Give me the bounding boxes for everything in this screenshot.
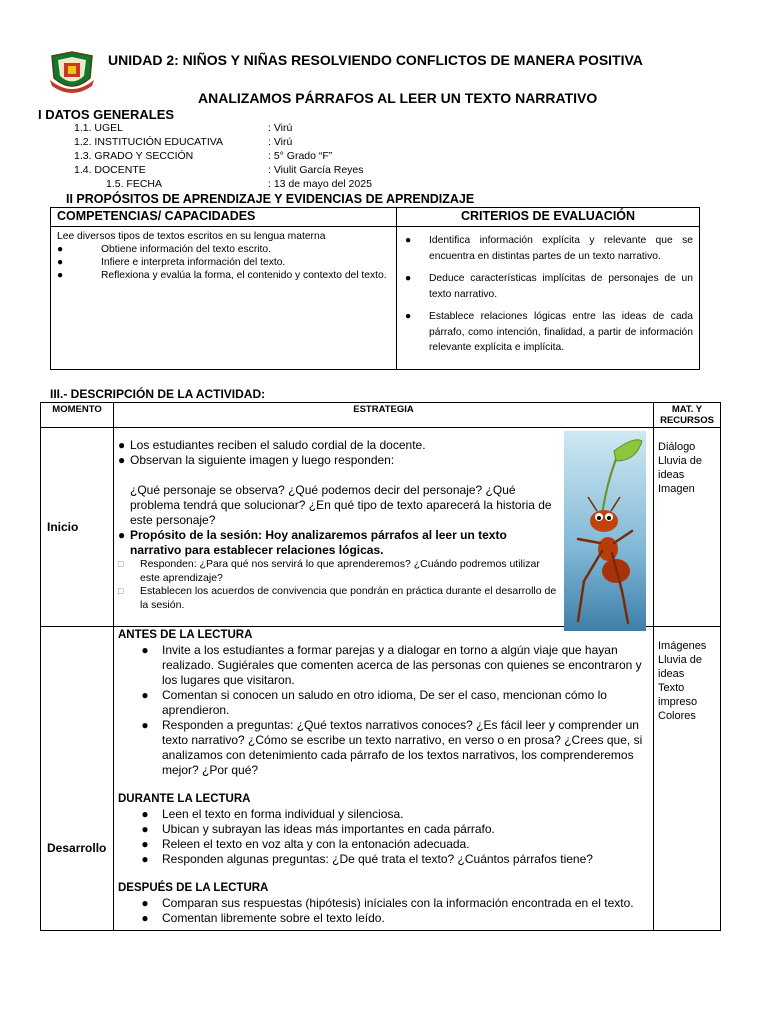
momento-inicio: Inicio: [41, 428, 114, 627]
dato-value: : Virú: [268, 122, 293, 134]
estrategia-header: ESTRATEGIA: [114, 403, 654, 428]
dato-label: 1.5. FECHA: [106, 178, 163, 190]
dato-label: 1.4. DOCENTE: [74, 164, 146, 176]
unit-title: UNIDAD 2: NIÑOS Y NIÑAS RESOLVIENDO CONFLICTOS DE MANERA POSITIVA: [108, 52, 643, 68]
durante-item: ● Responden algunas preguntas: ¿De qué trata el texto? ¿Cuántos párrafos tiene?: [141, 852, 593, 866]
ant-character-image: [564, 431, 646, 631]
inicio-subitem: □ Responden: ¿Para qué nos servirá lo que aprenderemos? ¿Cuándo podremos utilizar este aprendizaje?: [118, 558, 540, 584]
momento-desarrollo: Desarrollo: [41, 627, 114, 931]
despues-lectura-heading: DESPUÉS DE LA LECTURA: [118, 882, 269, 894]
durante-item: ● Leen el texto en forma individual y silenciosa.: [141, 807, 404, 821]
competencias-table: [50, 207, 700, 370]
school-crest-logo: [48, 50, 96, 94]
dato-label: 1.3. GRADO Y SECCIÓN: [74, 150, 194, 162]
propositos-heading: II PROPÓSITOS DE APRENDIZAJE Y EVIDENCIAS DE APRENDIZAJE: [66, 192, 475, 206]
estrategia-desarrollo: [114, 627, 654, 931]
capacidad-item: ● Obtiene información del texto escrito.: [57, 244, 271, 255]
criterios-header: CRITERIOS DE EVALUACIÓN: [397, 208, 700, 227]
competencia-text: Lee diversos tipos de textos escritos en su lengua materna: [57, 231, 326, 242]
dato-label: 1.1. UGEL: [74, 122, 124, 134]
antes-lectura-heading: ANTES DE LA LECTURA: [118, 629, 253, 641]
datos-generales-heading: I DATOS GENERALES: [38, 107, 175, 122]
dato-value: : 5° Grado “F”: [268, 150, 333, 162]
criterio-item: ● Establece relaciones lógicas entre las ideas de cada párrafo, como intención, finalidad, a partir de información relevante explícita e implícita.: [405, 311, 693, 353]
actividad-heading: III.- DESCRIPCIÓN DE LA ACTIVIDAD:: [50, 387, 266, 401]
despues-item: ● Comparan sus respuestas (hipótesis) iníciales con la información encontrada en el texto.: [141, 896, 634, 910]
proposito-sesion: ● Propósito de la sesión: Hoy analizaremos párrafos al leer un texto narrativo para establecer relaciones lógicas.: [118, 528, 507, 557]
inicio-subitem: □ Establecen los acuerdos de convivencia que pondrán en práctica durante el desarrollo de la sesión.: [118, 585, 557, 611]
criterio-item: ● Identifica información explícita y relevante que se encuentra en distintas partes de un texto narrativo.: [405, 235, 693, 262]
dato-label: 1.2. INSTITUCIÓN EDUCATIVA: [74, 136, 223, 148]
dato-value: : Virú: [268, 136, 293, 148]
inicio-bullet: ● Observan la siguiente imagen y luego responden:: [118, 453, 395, 467]
dato-value: : 13 de mayo del 2025: [268, 178, 372, 190]
momento-header: MOMENTO: [41, 403, 114, 428]
competencias-header: COMPETENCIAS/ CAPACIDADES: [51, 208, 397, 227]
criterio-item: ● Deduce características implícitas de personajes de un texto narrativo.: [405, 273, 693, 300]
recursos-inicio: Diálogo Lluvia de ideas Imagen: [654, 428, 721, 627]
inicio-bullet: ● Los estudiantes reciben el saludo cordial de la docente.: [118, 438, 426, 452]
durante-item: ● Ubican y subrayan las ideas más importantes en cada párrafo.: [141, 822, 495, 836]
capacidad-item: ● Infiere e interpreta información del texto.: [57, 257, 286, 268]
antes-item: ● Comentan si conocen un saludo en otro idioma, De ser el caso, mencionan cómo lo aprendieron.: [141, 688, 607, 717]
session-title: ANALIZAMOS PÁRRAFOS AL LEER UN TEXTO NARRATIVO: [198, 90, 598, 106]
criterios-cell: [397, 227, 700, 370]
recursos-desarrollo: Imágenes Lluvia de ideas Texto impreso Colores: [654, 627, 721, 931]
despues-item: ● Comentan libremente sobre el texto leído.: [141, 911, 385, 925]
durante-item: ● Releen el texto en voz alta y con la entonación adecuada.: [141, 837, 470, 851]
recursos-header: MAT. Y RECURSOS: [654, 403, 721, 428]
competencias-cell: [51, 227, 397, 370]
capacidad-item: ● Reflexiona y evalúa la forma, el contenido y contexto del texto.: [57, 270, 387, 281]
durante-lectura-heading: DURANTE LA LECTURA: [118, 793, 251, 805]
antes-item: ● Responden a preguntas: ¿Qué textos narrativos conoces? ¿Es fácil leer y comprender un texto narrativo? ¿Cómo se escribe un texto narrativo, en verso o en prosa? ¿Crees que, si analizamos con detenimiento cada párrafo de los textos narrativos, los comprenderemos mejor? ¿Por qué?: [141, 718, 643, 777]
dato-value: : Viulit García Reyes: [268, 164, 364, 176]
antes-item: ● Invite a los estudiantes a formar parejas y a dialogar en torno a algún viaje que hayan realizado. Sugiérales que comenten acerca de las personas con quienes se encontraron y los lugares que visitaron.: [141, 643, 642, 687]
inicio-preguntas: ¿Qué personaje se observa? ¿Qué podemos decir del personaje? ¿Qué problema tendrá que solucionar? ¿En qué tipo de texto aparecerá la historia de este personaje?: [130, 483, 552, 527]
